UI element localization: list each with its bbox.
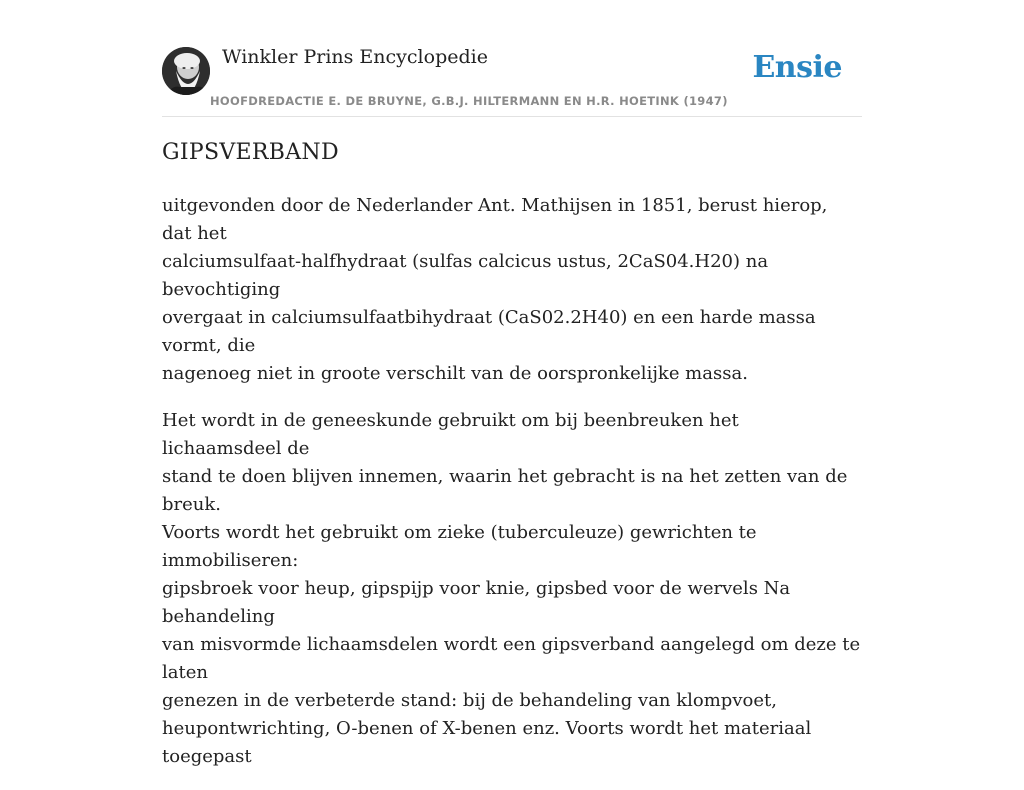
page: [162, 0, 862, 767]
portrait-icon: [162, 47, 210, 95]
entry-title: GIPSVERBAND: [162, 140, 339, 165]
brand-logo[interactable]: Ensie: [752, 50, 842, 85]
avatar[interactable]: [162, 47, 210, 95]
paragraph: uitgevonden door de Nederlander Ant. Mathijsen in 1851, berust hierop, dat het calciumsulfaat-halfhydraat (sulfas calcicus ustus, 2CaS04.H20) na bevochtiging overgaat in calciumsulfaatbihydraat (CaS02.2H40) en een harde massa vormt, die nagenoeg niet in groote verschilt van de oorspronkelijke massa.: [162, 195, 828, 384]
paragraph: Het wordt in de geneeskunde gebruikt om bij beenbreuken het lichaamsdeel de stand te doen blijven innemen, waarin het gebracht is na het zetten van de breuk. Voorts wordt het gebruikt om zieke (tuberculeuze) gewrichten te immobiliseren: gipsbroek voor heup, gipspijp voor knie, gipsbed voor de wervels Na behandeling van misvormde lichaamsdelen wordt een gipsverband aangelegd om deze te laten genezen in de verbeterde stand: bij de behandeling van klompvoet, heupontwrichting, O-benen of X-benen enz. Voorts wordt het materiaal toegepast: [162, 410, 861, 767]
publication-title[interactable]: Winkler Prins Encyclopedie: [222, 46, 488, 68]
entry-body: [162, 192, 862, 790]
editors-line: HOOFDREDACTIE E. DE BRUYNE, G.B.J. HILTERMANN EN H.R. HOETINK (1947): [210, 94, 728, 108]
header: [162, 0, 862, 117]
